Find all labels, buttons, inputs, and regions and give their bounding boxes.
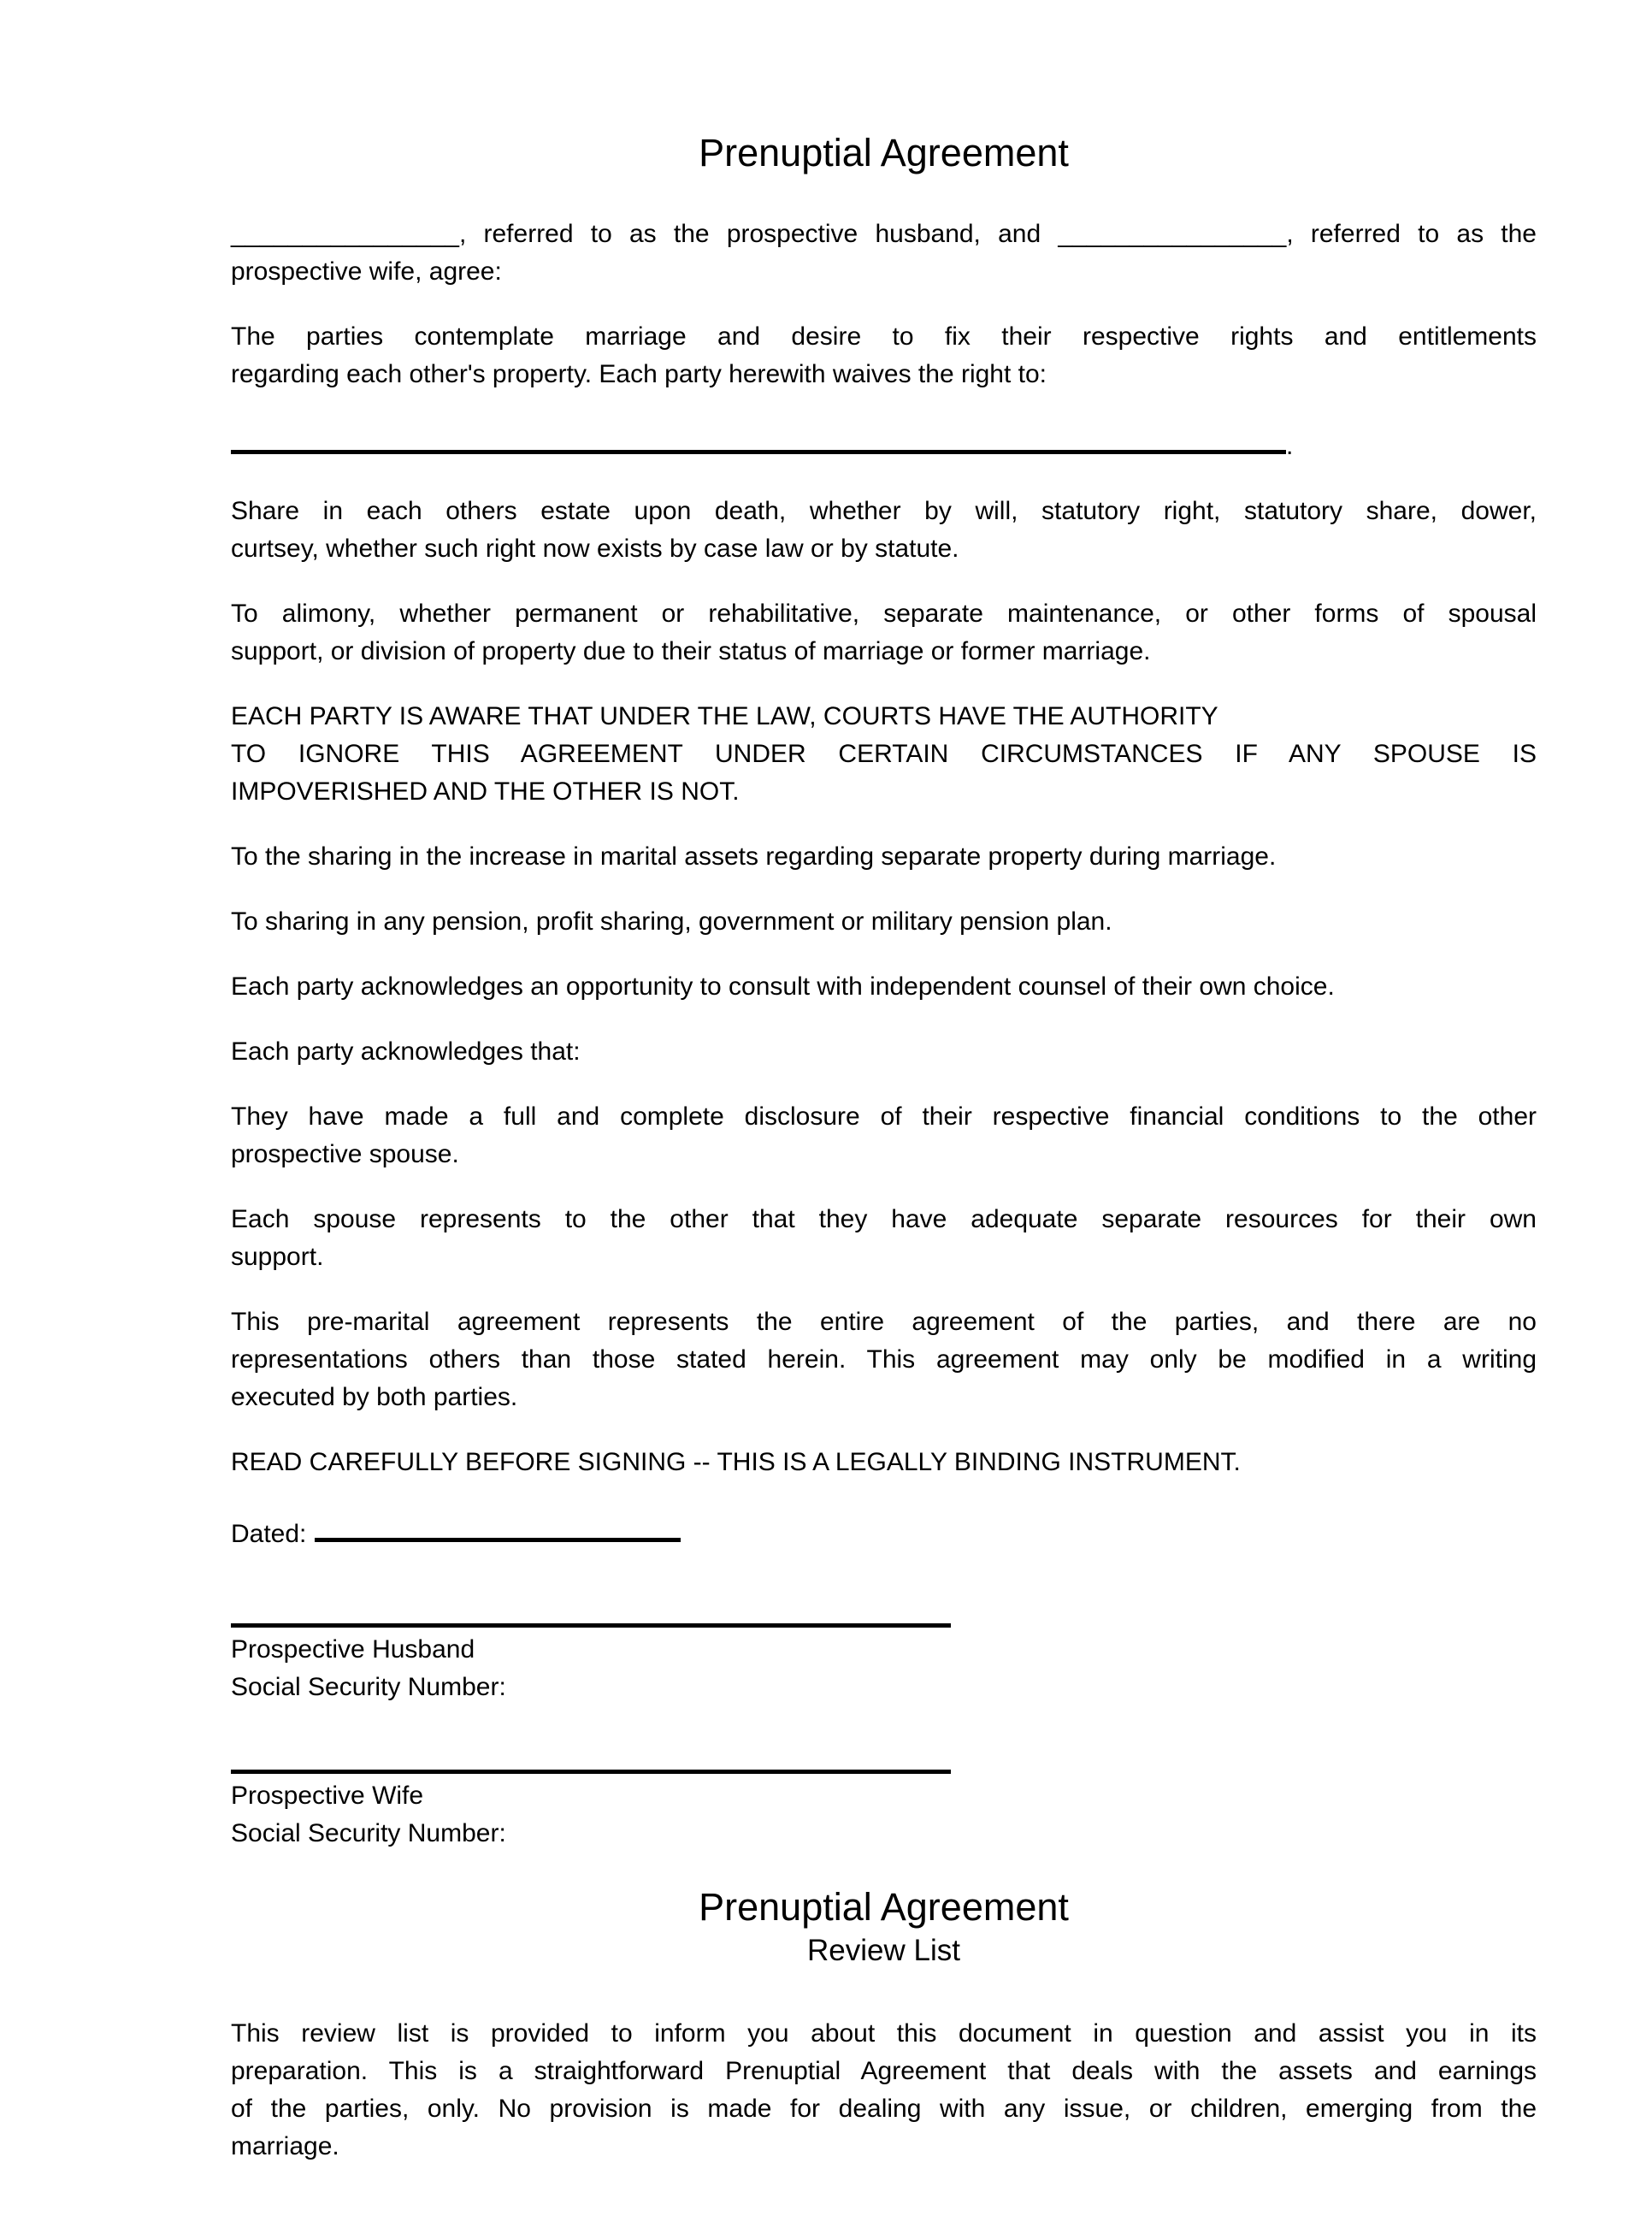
paragraph-line: Each spouse represents to the other that they have adequate separate resources for their own xyxy=(231,1205,1537,1233)
paragraph-line: TO IGNORE THIS AGREEMENT UNDER CERTAIN CIRCUMSTANCES IF ANY SPOUSE IS xyxy=(231,740,1537,768)
paragraph-line: of the parties, only. No provision is made for dealing with any issue, or children, emerging from the xyxy=(231,2094,1537,2123)
paragraph-line: READ CAREFULLY BEFORE SIGNING -- THIS IS A LEGALLY BINDING INSTRUMENT. xyxy=(231,1448,1241,1476)
signature-line-wife xyxy=(231,1737,951,1774)
paragraph-contemplate xyxy=(231,318,1537,393)
intro-line-2: prospective wife, agree: xyxy=(231,257,502,286)
intro-line-1: ________________, referred to as the prospective husband, and ________________, referred to as the xyxy=(231,220,1537,248)
paragraph-line: This review list is provided to inform you about this document in question and assist you in its xyxy=(231,2018,1537,2048)
document-title: Prenuptial Agreement xyxy=(699,131,1069,174)
paragraph-share-estate xyxy=(231,493,1537,568)
paragraph-line: This pre-marital agreement represents the entire agreement of the parties, and there are no xyxy=(231,1308,1537,1336)
paragraph-line: They have made a full and complete disclosure of their respective financial conditions to the other xyxy=(231,1102,1537,1131)
review-title: Prenuptial Agreement xyxy=(699,1885,1069,1929)
review-paragraph xyxy=(231,2015,1537,2166)
paragraph-line: support, or division of property due to their status of marriage or former marriage. xyxy=(231,637,1151,665)
paragraph-counsel xyxy=(231,968,1537,1006)
paragraph-line: Share in each others estate upon death, whether by will, statutory right, statutory share, dower, xyxy=(231,497,1537,525)
paragraph-pension xyxy=(231,903,1537,941)
paragraph-line: prospective spouse. xyxy=(231,1140,459,1168)
paragraph-disclosure xyxy=(231,1098,1537,1173)
intro-paragraph xyxy=(231,216,1537,291)
paragraph-entire-agreement xyxy=(231,1303,1537,1416)
signature-line-husband xyxy=(231,1591,951,1628)
paragraph-line: To sharing in any pension, profit sharing, government or military pension plan. xyxy=(231,907,1112,936)
paragraph-line: Each party acknowledges that: xyxy=(231,1037,581,1066)
dated-line xyxy=(231,1509,1537,1553)
review-subtitle: Review List xyxy=(807,1934,960,1968)
signature-role-husband: Prospective Husband xyxy=(231,1635,475,1664)
signature-block-husband xyxy=(231,1591,1537,1706)
signature-block-wife xyxy=(231,1737,1537,1853)
paragraph-line: support. xyxy=(231,1243,324,1271)
paragraph-line: curtsey, whether such right now exists by case law or by statute. xyxy=(231,535,959,563)
paragraph-line: executed by both parties. xyxy=(231,1383,518,1411)
paragraph-line: To alimony, whether permanent or rehabilitative, separate maintenance, or other forms of spousal xyxy=(231,600,1537,628)
paragraph-read-carefully xyxy=(231,1444,1537,1481)
paragraph-line: IMPOVERISHED AND THE OTHER IS NOT. xyxy=(231,777,740,806)
review-section-header xyxy=(231,1883,1537,1971)
paragraph-resources xyxy=(231,1201,1537,1276)
ssn-label-wife: Social Security Number: xyxy=(231,1819,506,1847)
paragraph-line: EACH PARTY IS AWARE THAT UNDER THE LAW, COURTS HAVE THE AUTHORITY xyxy=(231,702,1218,730)
paragraph-line: Each party acknowledges an opportunity to consult with independent counsel of their own choice. xyxy=(231,972,1335,1001)
paragraph-line: representations others than those stated herein. This agreement may only be modified in a writing xyxy=(231,1345,1537,1374)
paragraph-increase-assets xyxy=(231,838,1537,876)
dated-label: Dated: xyxy=(231,1520,307,1548)
paragraph-line: marriage. xyxy=(231,2131,339,2160)
blank-line-period: . xyxy=(1286,432,1294,460)
blank-underline xyxy=(231,421,1286,454)
dated-blank-underline xyxy=(315,1509,681,1542)
ssn-label-husband: Social Security Number: xyxy=(231,1673,506,1701)
paragraph-courts-authority xyxy=(231,698,1537,811)
paragraph-line: The parties contemplate marriage and desire to fix their respective rights and entitlements xyxy=(231,322,1537,351)
paragraph-acknowledges-that xyxy=(231,1033,1537,1071)
signature-role-wife: Prospective Wife xyxy=(231,1782,424,1810)
paragraph-line: regarding each other's property. Each party herewith waives the right to: xyxy=(231,360,1047,388)
waiver-blank-line xyxy=(231,421,1537,465)
paragraph-line: To the sharing in the increase in marital assets regarding separate property during marriage. xyxy=(231,842,1277,871)
paragraph-alimony xyxy=(231,595,1537,671)
paragraph-line: preparation. This is a straightforward Prenuptial Agreement that deals with the assets and earnings xyxy=(231,2056,1537,2085)
